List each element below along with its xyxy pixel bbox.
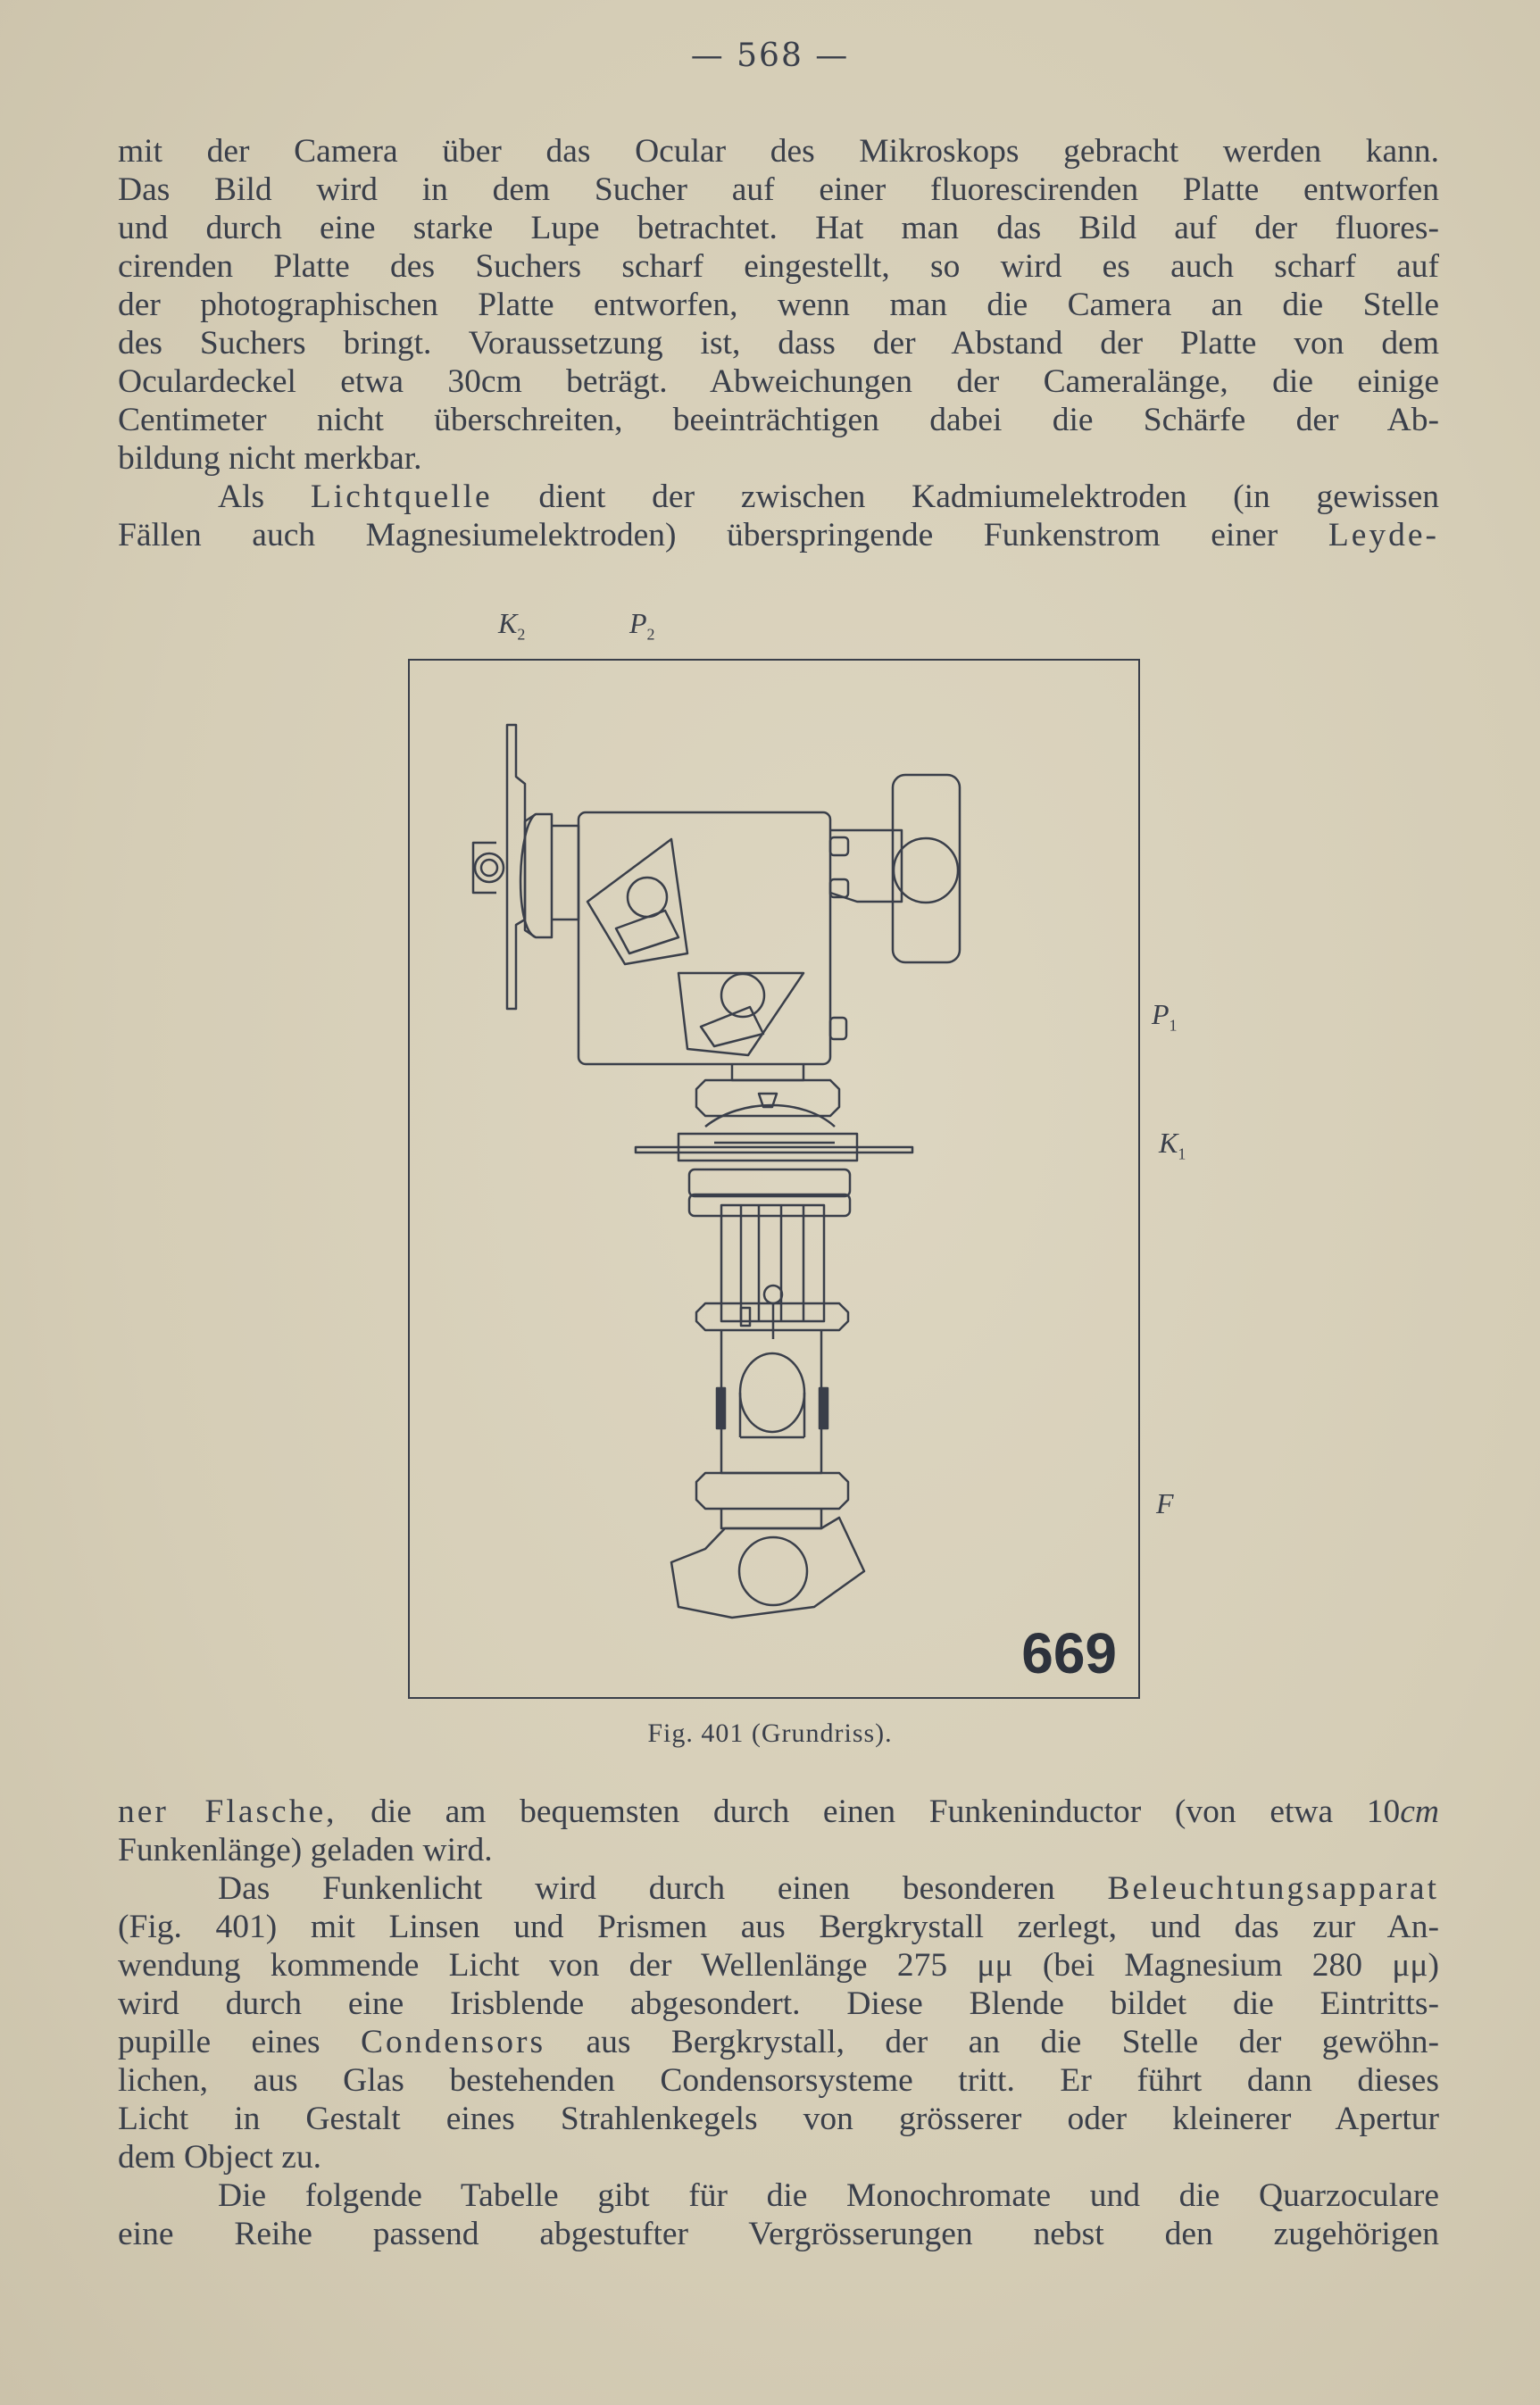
- text-line: [118, 2023, 1439, 2061]
- lens-mount-f: [671, 1518, 864, 1618]
- text-line: der photographischen Platte entworfen, wenn man die Camera an die Stelle: [118, 287, 1439, 323]
- prism-p1: [678, 973, 803, 1055]
- spaced-word: Beleuchtungsapparat: [1107, 1870, 1439, 1907]
- text-line: bildung nicht merkbar.: [118, 440, 422, 477]
- spaced-word: Condensors: [361, 2024, 546, 2060]
- label-p1: $P_1$: [1152, 998, 1178, 1035]
- text-span: Fällen auch Magnesiumelektroden) überspringende Funkenstrom einer: [118, 517, 1278, 553]
- text-line: Licht in Gestalt eines Strahlenkegels von grösserer oder kleinerer Apertur: [118, 2101, 1439, 2137]
- spaced-word: ner Flasche,: [118, 1793, 337, 1830]
- text-line: Centimeter nicht überschreiten, beeinträchtigen dabei die Schärfe der Ab-: [118, 402, 1439, 438]
- label-k2: $K_2$: [498, 607, 526, 644]
- text-span: pupille eines: [118, 2024, 320, 2060]
- plate-k2: [507, 725, 525, 1009]
- text-line: mit der Camera über das Ocular des Mikroskops gebracht werden kann.: [118, 133, 1439, 170]
- text-line: [118, 1869, 1439, 1908]
- text-line: dem Object zu.: [118, 2139, 322, 2176]
- unit: cm: [1400, 1793, 1440, 1830]
- text-line: wendung kommende Licht von der Wellenlänge 275 μμ (bei Magnesium 280 μμ): [118, 1947, 1439, 1984]
- plate-number: 669: [1021, 1621, 1117, 1685]
- text-span: Das Funkenlicht wird durch einen besonderen: [218, 1870, 1055, 1907]
- text-line: [118, 1793, 1439, 1831]
- label-k1: $K_1$: [1159, 1127, 1186, 1163]
- plate-k1: [636, 1147, 912, 1153]
- prism-p2: [587, 839, 687, 964]
- label-f: F: [1156, 1487, 1174, 1519]
- text-line: cirenden Platte des Suchers scharf eingestellt, so wird es auch scharf auf: [118, 248, 1439, 285]
- text-line: Funkenlänge) geladen wird.: [118, 1832, 493, 1868]
- text-line: lichen, aus Glas bestehenden Condensorsysteme tritt. Er führt dann dieses: [118, 2062, 1439, 2099]
- word: Als: [218, 479, 265, 515]
- page-number: — 568 —: [690, 37, 850, 74]
- label-p2: $P_2$: [629, 607, 655, 644]
- text-span: aus Bergkrystall, der an die Stelle der gewöhn-: [586, 2024, 1439, 2060]
- text-line: Die folgende Tabelle gibt für die Monochromate und die Quarzoculare: [218, 2177, 1439, 2214]
- lower-tube: [721, 1330, 821, 1473]
- spaced-word: Leyde-: [1328, 517, 1439, 553]
- figure-caption: Fig. 401 (Grundriss).: [647, 1718, 893, 1748]
- text-span: dient der zwischen Kadmiumelektroden (in gewissen: [538, 479, 1440, 515]
- text-line: wird durch eine Irisblende abgesondert. Diese Blende bildet die Eintritts-: [118, 1985, 1439, 2022]
- text-line: (Fig. 401) mit Linsen und Prismen aus Bergkrystall zerlegt, und das zur An-: [118, 1909, 1439, 1945]
- text-span: die am bequemsten durch einen Funkeninductor (von etwa 10: [370, 1793, 1401, 1830]
- text-line: Das Bild wird in dem Sucher auf einer fluorescirenden Platte entworfen: [118, 171, 1439, 208]
- spaced-word: Lichtquelle: [310, 479, 493, 515]
- lens-k2: [475, 853, 504, 882]
- text-line: des Suchers bringt. Voraussetzung ist, dass der Abstand der Platte von dem: [118, 325, 1439, 362]
- text-line: Oculardeckel etwa 30cm beträgt. Abweichungen der Cameralänge, die einige: [118, 363, 1439, 400]
- paragraph-bottom: [118, 1793, 1439, 2253]
- iris-diaphragm: [740, 1353, 804, 1432]
- text-line: eine Reihe passend abgestufter Vergrösserungen nebst den zugehörigen: [118, 2216, 1439, 2252]
- text-line: und durch eine starke Lupe betrachtet. Hat man das Bild auf der fluores-: [118, 210, 1439, 246]
